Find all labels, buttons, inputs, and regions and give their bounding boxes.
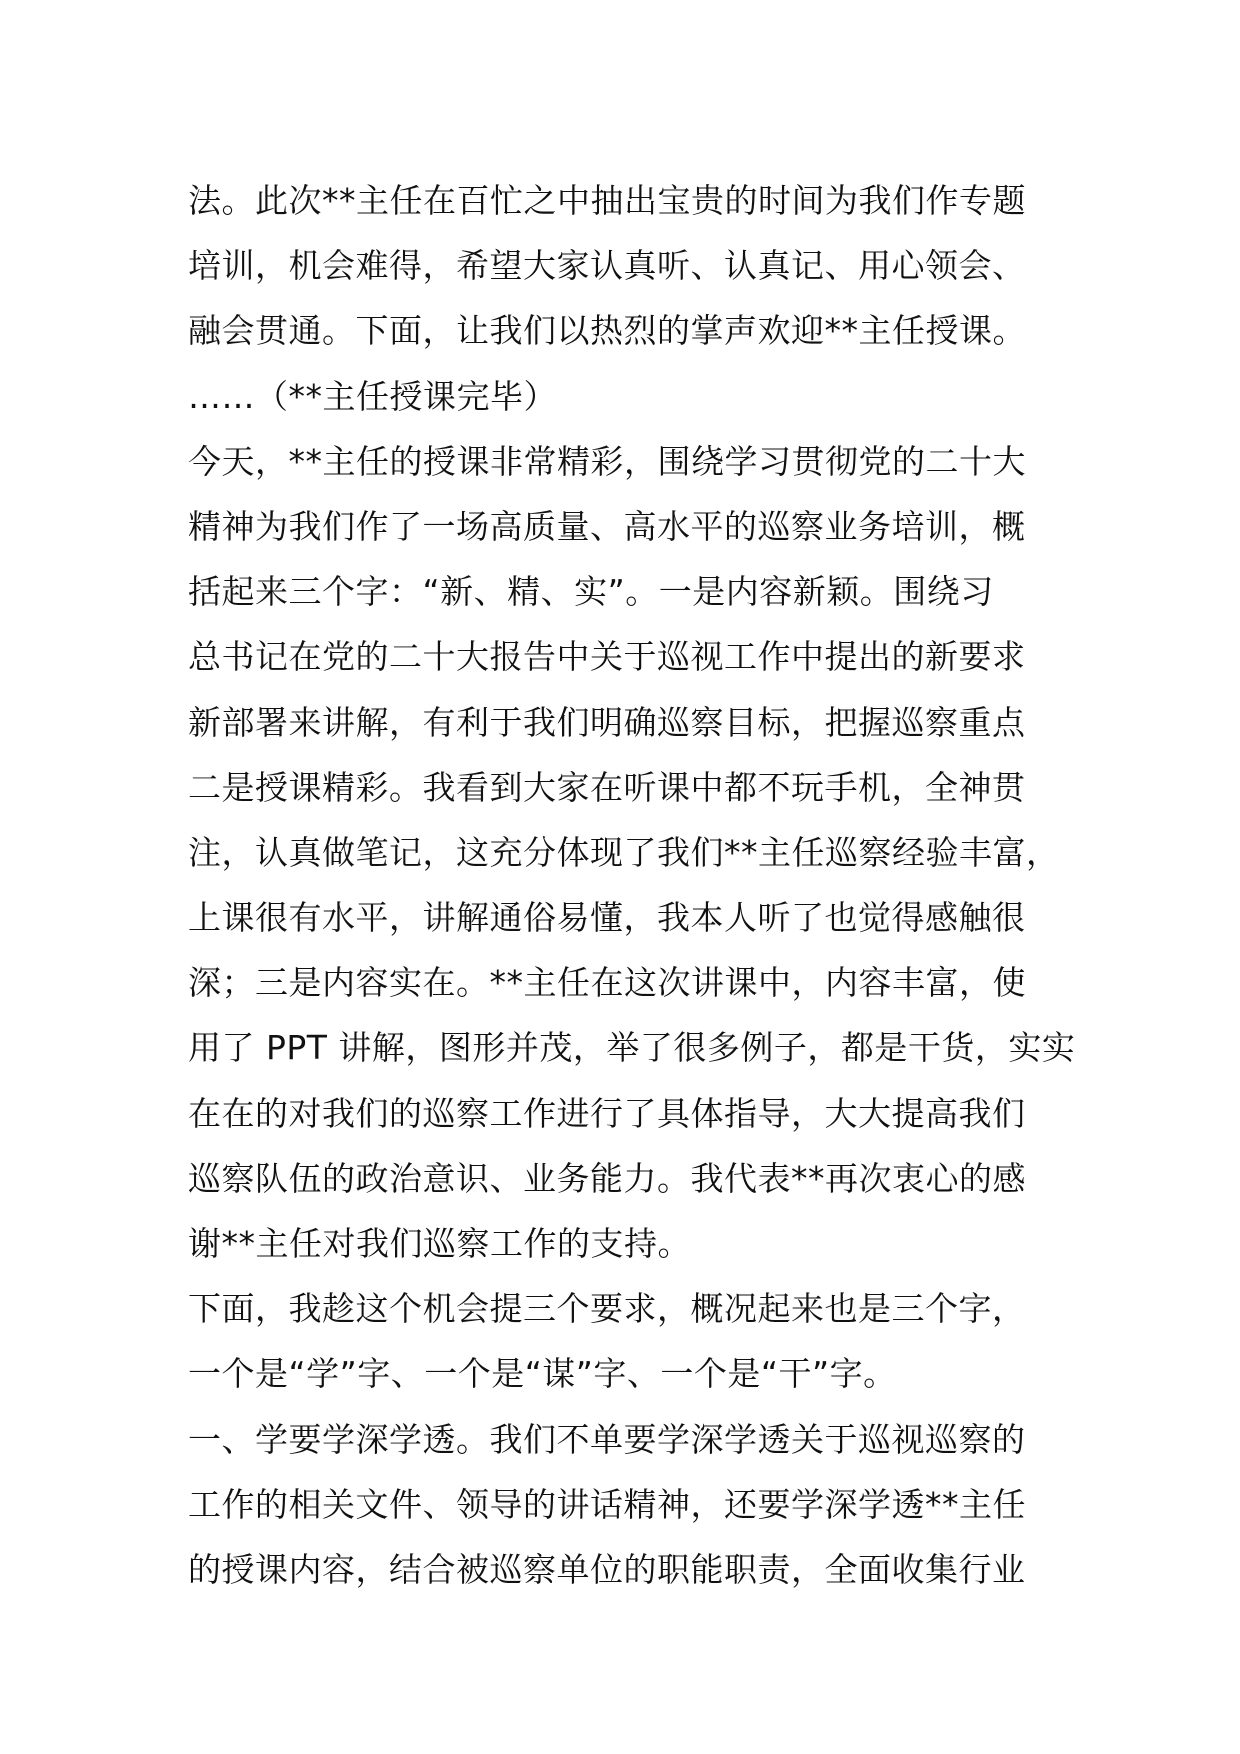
text-line: 一、学要学深学透。我们不单要学深学透关于巡视巡察的: [188, 1419, 1026, 1459]
text-line: 二是授课精彩。我看到大家在听课中都不玩手机，全神贯: [188, 767, 1026, 807]
text-line: 培训，机会难得，希望大家认真听、认真记、用心领会、: [188, 246, 1026, 286]
text-line: 注，认真做笔记，这充分体现了我们**主任巡察经验丰富，: [188, 832, 1060, 872]
text-line: 今天，**主任的授课非常精彩，围绕学习贯彻党的二十大: [188, 441, 1026, 481]
text-line: 巡察队伍的政治意识、业务能力。我代表**再次衷心的感: [188, 1158, 1026, 1198]
text-line: 深；三是内容实在。**主任在这次讲课中，内容丰富，使: [188, 963, 1026, 1003]
text-line: 精神为我们作了一场高质量、高水平的巡察业务培训，概: [188, 506, 1026, 546]
text-line: ……（**主任授课完毕）: [188, 376, 557, 416]
text-line: 工作的相关文件、领导的讲话精神，还要学深学透**主任: [188, 1484, 1026, 1524]
text-line: 上课很有水平，讲解通俗易懂，我本人听了也觉得感触很: [188, 898, 1026, 938]
text-line: 谢**主任对我们巡察工作的支持。: [188, 1224, 691, 1263]
text-line: 总书记在党的二十大报告中关于巡视工作中提出的新要求: [188, 637, 1026, 677]
text-line: 下面，我趁这个机会提三个要求，概况起来也是三个字，: [188, 1289, 1026, 1329]
text-line: 括起来三个字：“新、精、实”。一是内容新颖。围绕习: [188, 572, 994, 612]
text-line: 的授课内容，结合被巡察单位的职能职责，全面收集行业: [188, 1549, 1026, 1589]
text-line: 在在的对我们的巡察工作进行了具体指导，大大提高我们: [188, 1093, 1026, 1133]
text-line: 一个是“学”字、一个是“谋”字、一个是“干”字。: [188, 1354, 897, 1394]
text-line: 融会贯通。下面，让我们以热烈的掌声欢迎**主任授课。: [188, 311, 1026, 351]
text-line: 新部署来讲解，有利于我们明确巡察目标，把握巡察重点: [188, 702, 1026, 742]
text-line: 法。此次**主任在百忙之中抽出宝贵的时间为我们作专题: [188, 181, 1026, 220]
body-text: [188, 168, 1088, 1602]
text-line: 用了 PPT 讲解，图形并茂，举了很多例子，都是干货，实实: [188, 1028, 1076, 1068]
